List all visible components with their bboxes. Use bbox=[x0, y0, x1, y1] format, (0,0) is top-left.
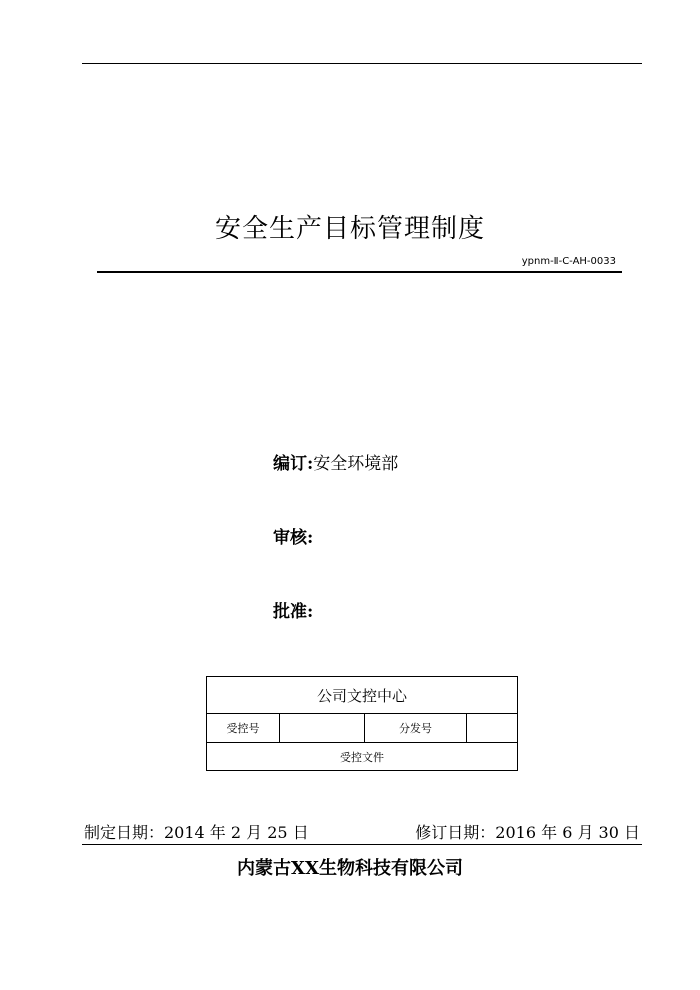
control-no-value bbox=[280, 714, 365, 743]
approve-line bbox=[273, 597, 313, 622]
company-name: 内蒙古XX生物科技有限公司 bbox=[237, 858, 463, 879]
control-table-footer: 受控文件 bbox=[207, 743, 518, 771]
document-code: ypnm-Ⅱ-C-AH-0033 bbox=[521, 256, 616, 267]
edit-label: 编订: bbox=[273, 454, 314, 474]
bottom-rule bbox=[82, 844, 642, 845]
review-label: 审核: bbox=[273, 528, 314, 548]
control-no-label: 受控号 bbox=[207, 714, 280, 743]
review-line bbox=[273, 523, 313, 548]
approve-label: 批准: bbox=[273, 602, 314, 622]
distribution-no-value bbox=[467, 714, 518, 743]
edit-line bbox=[273, 449, 398, 474]
top-rule bbox=[82, 63, 642, 64]
established-date: 制定日期：2014 年 2 月 25 日 bbox=[84, 823, 309, 842]
document-title: 安全生产目标管理制度 bbox=[214, 214, 485, 244]
edit-value: 安全环境部 bbox=[313, 454, 399, 474]
document-control-table bbox=[206, 676, 518, 771]
title-rule bbox=[97, 271, 622, 273]
distribution-no-label: 分发号 bbox=[365, 714, 467, 743]
control-table-header: 公司文控中心 bbox=[207, 677, 518, 714]
revised-date: 修订日期：2016 年 6 月 30 日 bbox=[415, 823, 640, 842]
